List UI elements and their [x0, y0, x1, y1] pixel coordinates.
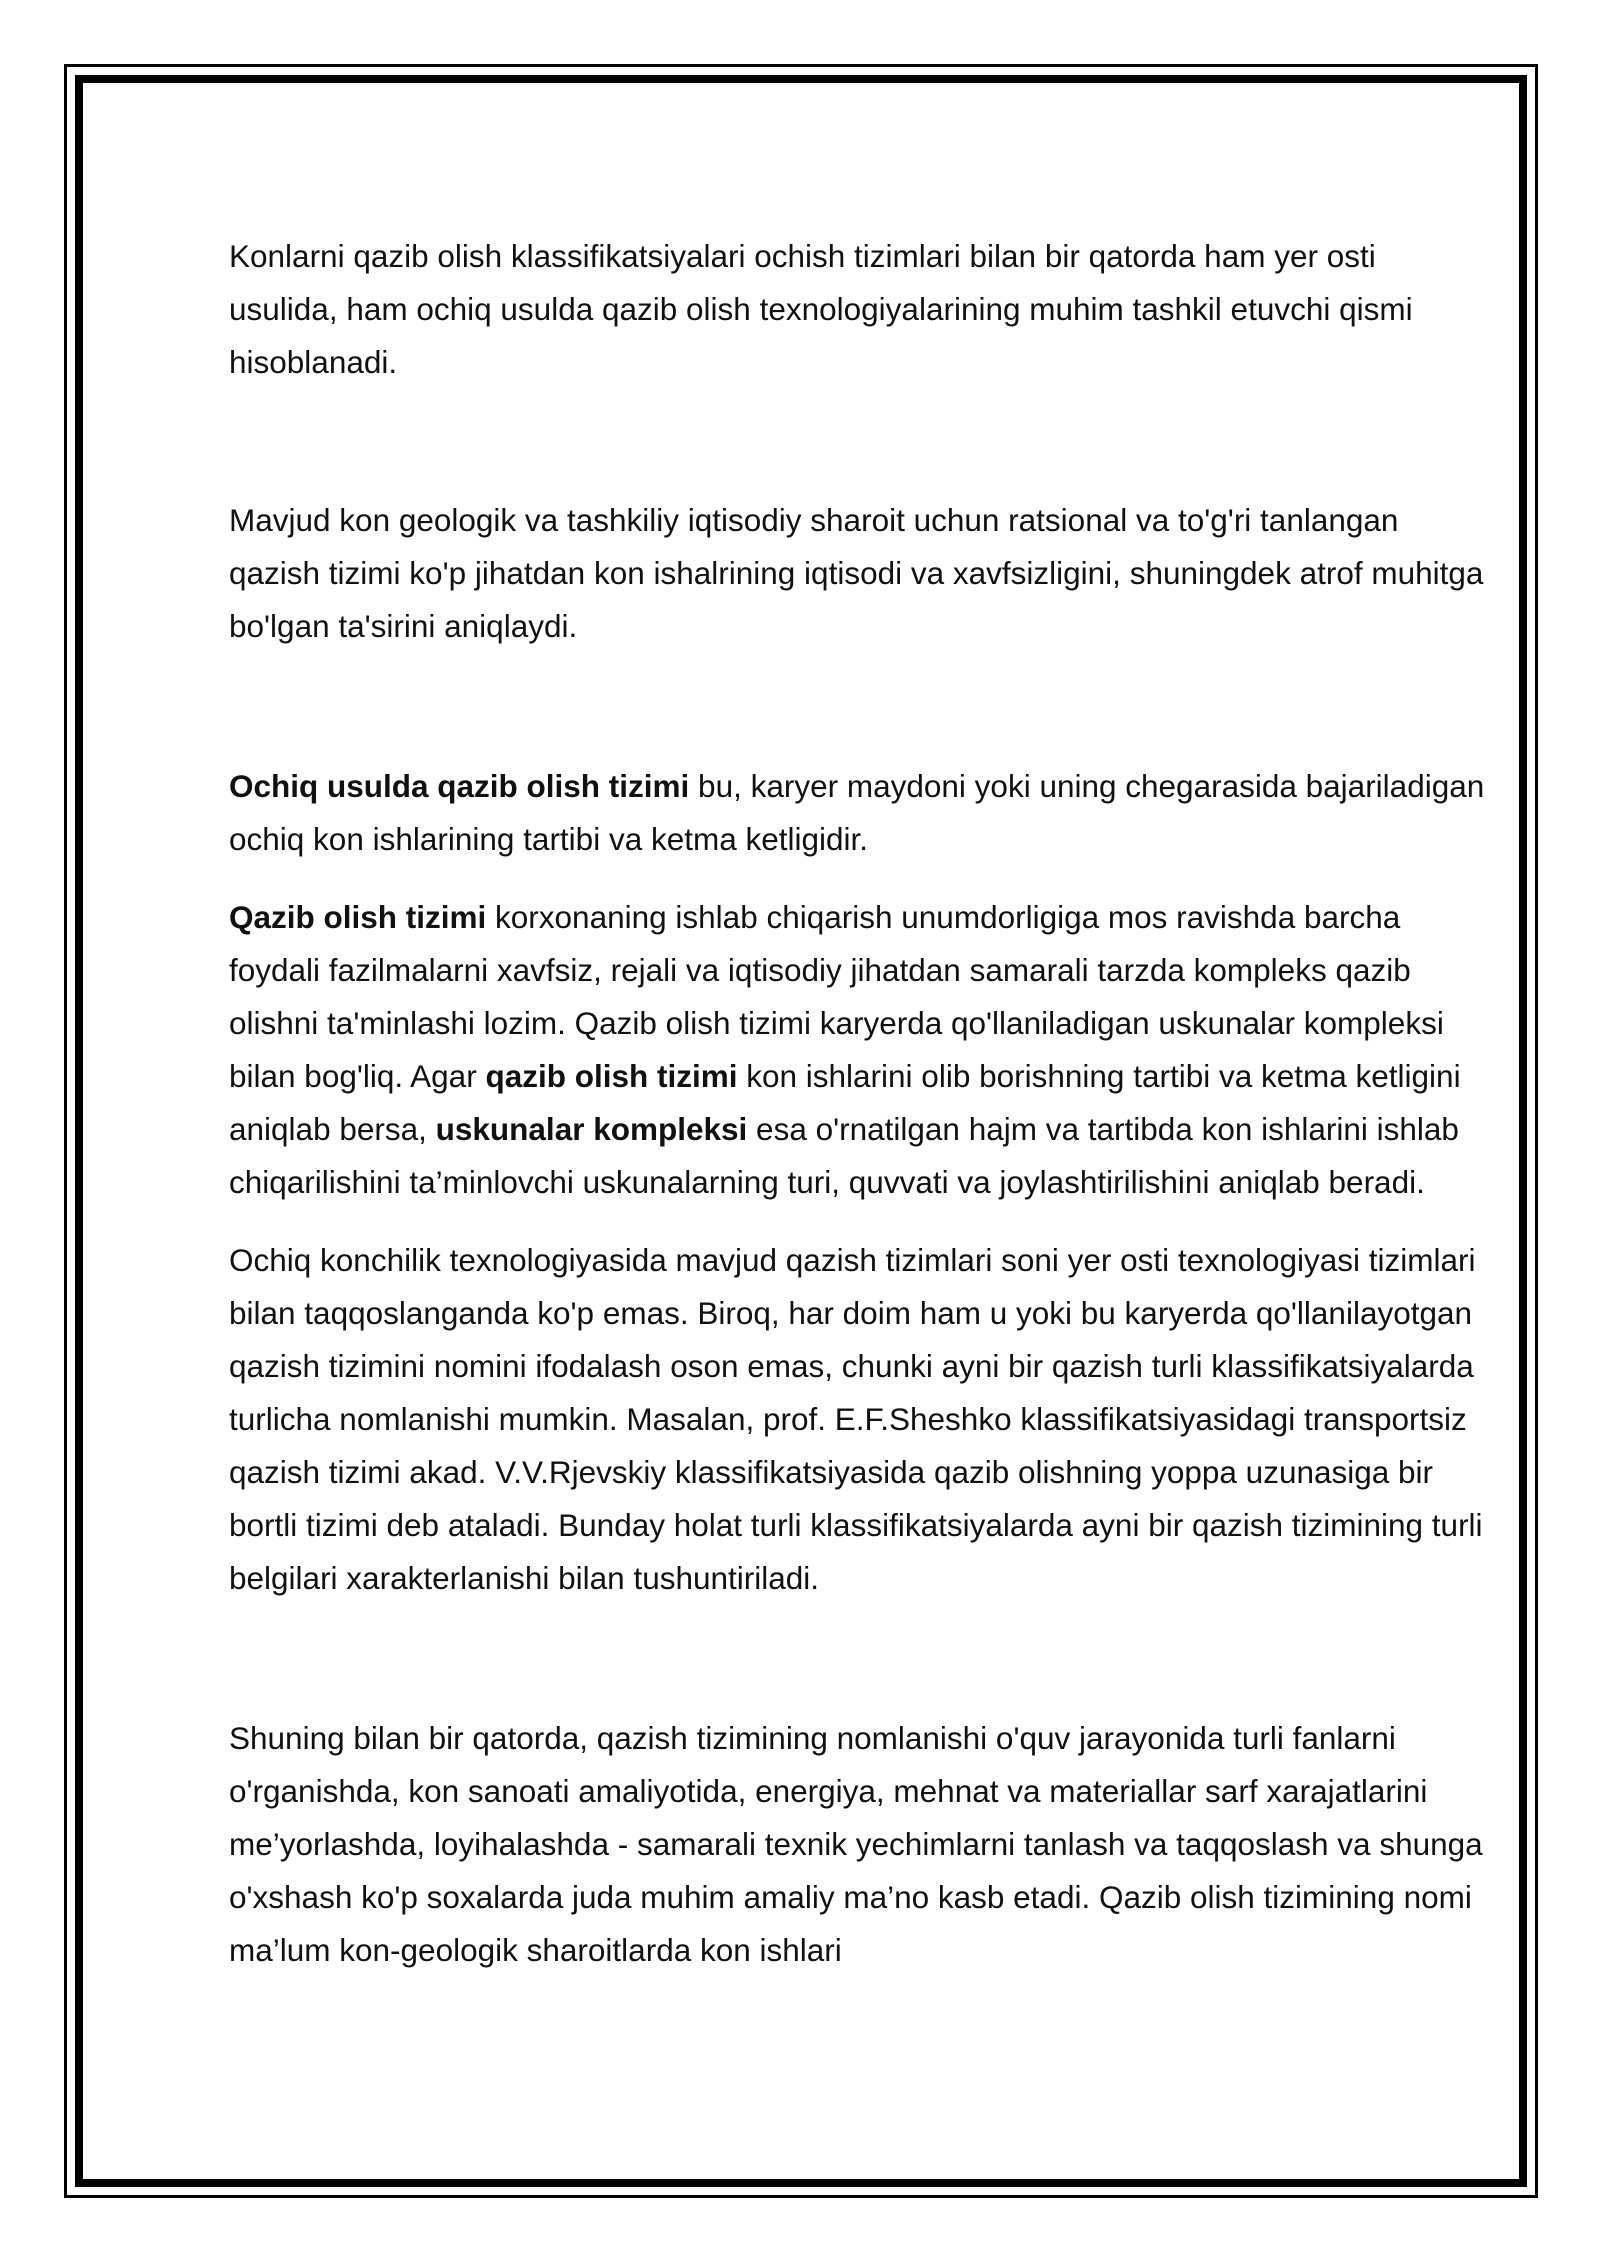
paragraph-3-text: bu, karyer maydoni yoki uning chegarasida bajariladigan ochiq kon ishlarining tartibi va ketma ketligidir.: [229, 768, 1485, 857]
paragraph-2: [229, 494, 1489, 653]
paragraph-1: [229, 230, 1489, 389]
term-mining-system: Qazib olish tizimi: [229, 899, 487, 935]
paragraph-6-text: Shuning bilan bir qatorda, qazish tizimining nomlanishi o'quv jarayonida turli fanlarni o'rganishda, kon sanoati amaliyotida, energiya, mehnat va materiallar sarf xarajatlarini me’yorlashda, loyihalashda - samarali texnik yechimlarni tanlash va taqqoslash va shunga o'xshash ko'p soxalarda juda muhim amaliy ma’no kasb etadi. Qazib olish tizimining nomi ma’lum kon-geologik sharoitlarda kon ishlari: [229, 1720, 1483, 1968]
term-equipment-complex: uskunalar kompleksi: [435, 1111, 748, 1147]
paragraph-4: [229, 891, 1489, 1209]
paragraph-4-text-1: korxonaning ishlab chiqarish unumdorligiga mos ravishda barcha foydali fazilmalarni xavfsiz, rejali va iqtisodiy jihatdan samarali tarzda kompleks qazib olishni ta'minlashi lozim. Qazib olish tizimi karyerda qo'llaniladigan uskunalar kompleksi bilan bog'liq. Agar: [229, 899, 1444, 1094]
paragraph-5-text: Ochiq konchilik texnologiyasida mavjud qazish tizimlari soni yer osti texnologiyasi tizimlari bilan taqqoslanganda ko'p emas. Biroq, har doim ham u yoki bu karyerda qo'llanilayotgan qazish tizimini nomini ifodalash oson emas, chunki ayni bir qazish turli klassifikatsiyalarda turlicha nomlanishi mumkin. Masalan, prof. E.F.Sheshko klassifikatsiyasidagi transportsiz qazish tizimi akad. V.V.Rjevskiy klassifikatsiyasida qazib olishning yoppa uzunasiga bir bortli tizimi deb ataladi. Bunday holat turli klassifikatsiyalarda ayni bir qazish tizimining turli belgilari xarakterlanishi bilan tushuntiriladi.: [229, 1242, 1483, 1596]
document-body: [229, 230, 1489, 1977]
paragraph-1-text: Konlarni qazib olish klassifikatsiyalari ochish tizimlari bilan bir qatorda ham yer osti usulida, ham ochiq usulda qazib olish texnologiyalarining muhim tashkil etuvchi qismi hisoblanadi.: [229, 238, 1413, 380]
paragraph-4-text-2: kon ishlarini olib borishning tartibi va ketma ketligini aniqlab bersa,: [229, 1058, 1461, 1147]
paragraph-4-text-3: esa o'rnatilgan hajm va tartibda kon ishlarini ishlab chiqarilishini ta’minlovchi uskunalarning turi, quvvati va joylashtirilishini aniqlab beradi.: [229, 1111, 1459, 1200]
paragraph-2-text: Mavjud kon geologik va tashkiliy iqtisodiy sharoit uchun ratsional va to'g'ri tanlangan qazish tizimi ko'p jihatdan kon ishalrining iqtisodi va xavfsizligini, shuningdek atrof muhitga bo'lgan ta'sirini aniqlaydi.: [229, 502, 1484, 644]
paragraph-5: [229, 1234, 1489, 1605]
term-open-pit-mining-system: Ochiq usulda qazib olish tizimi: [229, 768, 690, 804]
term-mining-system-2: qazib olish tizimi: [485, 1058, 738, 1094]
paragraph-3: [229, 760, 1489, 866]
paragraph-6: [229, 1712, 1489, 1977]
